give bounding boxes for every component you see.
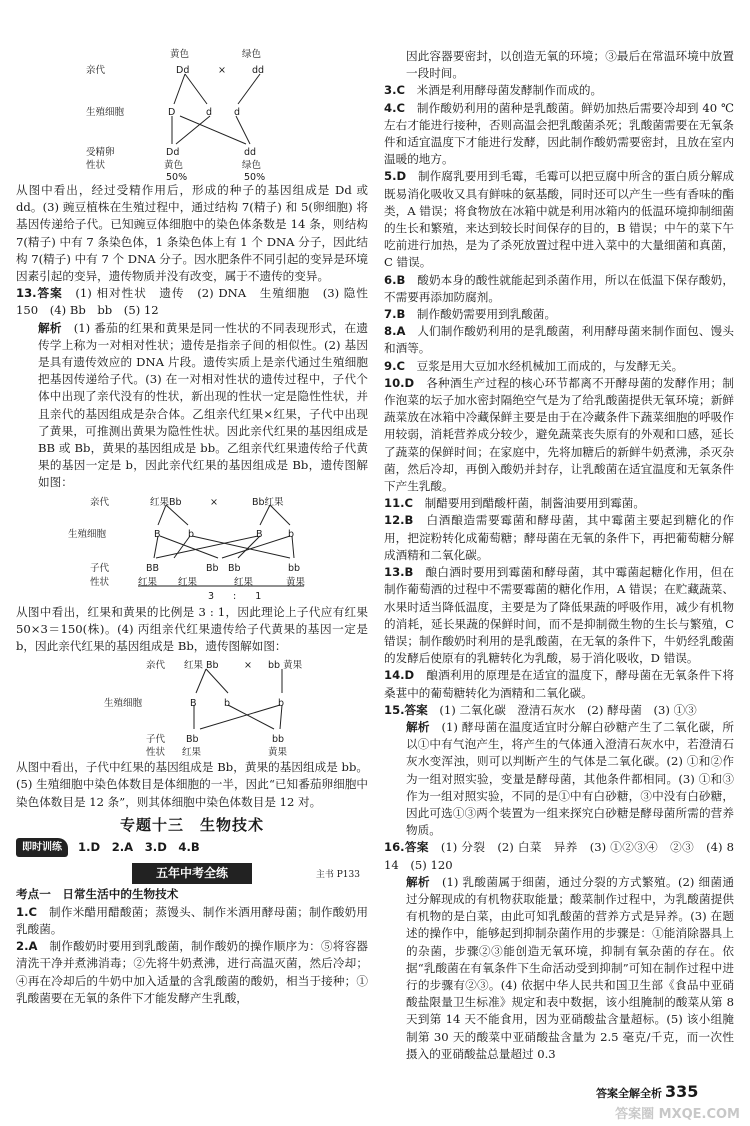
right-column: [384, 48, 746, 1063]
question-number: 5.D: [384, 169, 407, 184]
question-number: 10.D: [384, 375, 415, 390]
zygote-2: dd: [244, 147, 257, 158]
cross-symbol: ×: [210, 496, 218, 508]
trait-1: 红果: [138, 576, 158, 588]
zygote-1: Dd: [166, 147, 180, 158]
question-number: 7.B: [384, 307, 406, 322]
drill-row: [16, 838, 368, 857]
trait-3: 红果: [234, 576, 254, 588]
explanation-15: [384, 719, 734, 839]
label-offspring: 子代: [146, 734, 166, 746]
trait-2: 红果: [178, 576, 198, 588]
answer-9: [384, 358, 734, 375]
question-number: 1.C: [16, 904, 37, 919]
answer-text: (1) 分裂 (2) 白菜 异养 (3) ①②③④ ②③ (4) 8 14 (5) 120: [384, 840, 746, 872]
explanation-text: (1) 乳酸菌属于细菌，通过分裂的方式繁殖。(2) 细菌通过分解现成的有机物获取能量；酸菜制作过程中，为乳酸菌提供有机物的是白菜，由此可知乳酸菌的营养方式是异养。(3) 在题述的操作中，能够起到抑制杂菌作用的步骤是：①能消除器具上的杂菌，步骤②③能创造无氧环境，抑制有氧杂菌的存在。依据“乳酸菌在有氧条件下生命活动受到抑制”可知在制作过程中进行的步骤有②③。(4) 依据中华人民共和国卫生部《食品中亚硝酸盐限量卫生标准》规定和表中数据，该小组腌制的酸菜从第 8 天到第 14 天不能食用，因为亚硝酸盐含量超标。(5) 该小组腌制第 30 天的酸菜中亚硝酸盐含量为 2.5 毫克/千克，而一次性摄入的亚硝酸盐总量超过 0.3: [406, 874, 734, 1061]
question-number: 15.: [384, 702, 405, 717]
label-zygote: 受精卵: [86, 147, 115, 158]
answer-text: 制作酸奶利用的菌种是乳酸菌。鲜奶加热后需要冷却到 40 ℃左右才能进行接种，否则高温会把乳酸菌杀死；乳酸菌需要在无氧条件和适宜温度下才能进行发酵，因此制作酸奶需要密封，且放在室内温暖的地方。: [384, 100, 734, 167]
paragraph: 从图中看出，子代中红果的基因组成是 Bb，黄果的基因组成是 bb。(5) 生殖细胞中染色体数目是体细胞的一半，因此“已知番茄卵细胞中染色体数目是 12 条”，则其体细胞中染色体数目是 12 对。: [16, 760, 368, 809]
parent-genotype-1: 红果 Bb: [184, 660, 219, 672]
answer-13b: [384, 564, 734, 667]
parent-genotype-2: dd: [252, 65, 265, 76]
parent-genotype-2: bb 黄果: [268, 660, 303, 672]
question-number: 3.C: [384, 83, 405, 98]
answer-text: 米酒是利用酵母菌发酵制作而成的。: [416, 83, 603, 98]
question-number: 16.: [384, 840, 405, 855]
page-footer: [596, 1082, 698, 1101]
watermark-logo: 答案圈 MXQE.COM: [615, 1107, 740, 1122]
question-number: 6.B: [384, 272, 406, 287]
answer-tag: 答案: [404, 702, 428, 717]
label-parent: 亲代: [90, 496, 110, 508]
footer-label: 答案全解全析: [596, 1087, 662, 1100]
question-number: 4.C: [384, 100, 405, 115]
question-number: 13.B: [384, 565, 414, 580]
gamete-3: d: [234, 107, 241, 118]
label-green: 绿色: [242, 49, 262, 60]
label-germ-cell: 生殖细胞: [68, 528, 107, 540]
cross-symbol: ×: [244, 660, 252, 672]
question-number: 13.: [16, 286, 37, 301]
answer-13: [16, 285, 380, 319]
label-germ-cell: 生殖细胞: [104, 698, 143, 710]
label-yellow: 黄色: [170, 49, 190, 60]
answer-text: 制作酸奶需要用到乳酸菌。: [416, 307, 557, 322]
answer-tag: 答案: [404, 840, 429, 855]
gamete-2: d: [206, 107, 213, 118]
trait-2: 绿色: [242, 160, 262, 171]
question-number: 2.A: [16, 939, 38, 954]
section-title: 专题十三 生物技术: [119, 815, 264, 834]
paragraph: 从图中看出，红果和黄果的比例是 3 : 1，因此理论上子代应有红果 50×3＝150(株)。(4) 丙组亲代红果遗传给子代黄果的基因一定是 b，因此亲代红果的基因组成是 Bb，遗传图解如图：: [16, 604, 368, 654]
parent-genotype-1: Dd: [176, 65, 190, 76]
ratio-1: 50%: [166, 172, 188, 183]
question-number: 8.A: [384, 324, 406, 339]
parent-genotype-2: Bb红果: [252, 496, 284, 508]
question-number: 12.B: [384, 513, 414, 528]
answer-text: 酿白酒时要用到霉菌和酵母菌，其中霉菌起糖化作用，但在制作葡萄酒的过程中不需要霉菌的糖化作用，A 错误；在贮藏蔬菜、水果时适当降低温度，主要是为了降低果蔬的呼吸作用，减少有机物的消耗，延长果蔬的保鲜时间，而不是抑制微生物的生长与繁殖，C 错误；制作酸奶时利用的是乳酸菌，在无氧的条件下，牛奶经乳酸菌的发酵后使原有的乳糖转化为乳酸，易于消化吸收，D 错误。: [384, 565, 734, 666]
label-trait: 性状: [90, 576, 110, 588]
answer-15: [384, 702, 734, 719]
answer-16: [384, 839, 746, 873]
answer-1: [16, 904, 368, 938]
paragraph: 因此容器要密封，以创造无氧的环境；③最后在常温环境中放置一段时间。: [406, 49, 734, 81]
five-year-header: [16, 863, 368, 884]
offspring-1: Bb: [186, 734, 199, 746]
answer-12: [384, 512, 734, 564]
answer-3: [384, 82, 734, 99]
answer-7: [384, 306, 734, 323]
parent-genotype-1: 红果Bb: [150, 496, 182, 508]
five-year-banner: 五年中考全练: [132, 863, 252, 884]
answer-text: (1) 二氧化碳 澄清石灰水 (2) 酵母菌 (3) ①③: [439, 702, 697, 717]
gamete-1: B: [154, 528, 161, 540]
offspring-1: BB: [146, 562, 160, 574]
trait-4: 黄果: [286, 576, 306, 588]
explanation-tag: 解析: [406, 874, 430, 889]
answer-text: 人们制作酸奶利用的是乳酸菌，利用酵母菌来制作面包、馒头和酒等。: [384, 324, 734, 356]
gamete-4: b: [288, 528, 295, 540]
paragraph: 从图中看出，经过受精作用后，形成的种子的基因组成是 Dd 或 dd。(3) 豌豆植株在生殖过程中，通过结构 7(精子) 和 5(卵细胞) 将基因传递给子代。已知豌豆体细胞中的染色体条数是 14 条，则结构 7(精子) 中有 7 条染色体，1 条染色体上有 1 个 DNA 分子，因此结构 7(精子) 中有 7 个 DNA 分子。因水肥条件不同引起的变异是环境因素引起的变异，遗传物质并没有改变，属于不遗传的变异。: [16, 183, 368, 284]
answer-text: 酸奶本身的酸性就能起到杀菌作用，所以在低温下保存酸奶，不需要再添加防腐剂。: [384, 272, 734, 304]
answer-text: 酿酒利用的原理是在适宜的温度下，酵母菌在无氧条件下将桑葚中的葡萄糖转化为酒精和二氧化碳。: [384, 668, 734, 700]
label-parent: 亲代: [86, 65, 106, 76]
main-book-ref: 主书 P133: [315, 870, 360, 881]
gamete-1: D: [168, 107, 176, 118]
answer-8: [384, 323, 734, 357]
answer-text: 豆浆是用大豆加水经机械加工而成的，与发酵无关。: [416, 358, 684, 373]
answer-14: [384, 667, 734, 701]
explanation-text: (1) 酵母菌在温度适宜时分解白砂糖产生了二氧化碳，所以①中有气泡产生，将产生的气体通入澄清石灰水中，若澄清石灰水变浑浊，则可以判断产生的气体是二氧化碳。(2) ①和②作为一组对照实验，变量是酵母菌，其他条件都相同。(3) ①和③作为一组对照实验，不同的是①中有白砂糖，③中没有白砂糖，因此可选①③两个装置为一组来探究白砂糖是酵母菌所需的营养物质。: [406, 719, 734, 838]
answer-6: [384, 272, 734, 306]
topic-heading: 考点一 日常生活中的生物技术: [16, 887, 179, 902]
answer-text: 制醋要用到醋酸杆菌，制酱油要用到霉菌。: [424, 496, 645, 511]
answer-text: 白酒酿造需要霉菌和酵母菌，其中霉菌主要起到糖化的作用，把淀粉转化成葡萄糖；酵母菌在无氧的条件下，再把葡萄糖分解成酒精和二氧化碳。: [384, 513, 734, 562]
gamete-2: b: [188, 528, 195, 540]
answer-tag: 答案: [36, 286, 63, 301]
ratio-2: 50%: [244, 172, 266, 183]
page-number: 335: [665, 1082, 699, 1101]
label-germ-cell: 生殖细胞: [86, 107, 125, 118]
explanation-13: [16, 320, 368, 492]
label-offspring: 子代: [90, 562, 110, 574]
explanation-text: (1) 番茄的红果和黄果是同一性状的不同表现形式，在遗传学上称为一对相对性状；遗传是指亲子间的相似性。(2) 基因是具有遗传效应的 DNA 片段。遗传实质上是亲代通过生殖细胞把基因传递给子代。(3) 在一对相对性状的遗传过程中，子代个体中出现了亲代没有的性状，新出现的性状一定是隐性性状，并且亲代的基因组成是杂合体。乙组亲代红果×红果，子代中出现了黄果，可推测出黄果为隐性性状。因此亲代红果的基因组成是 BB 或 Bb，黄果的基因组成是 bb。乙组亲代红果遗传给子代黄果的基因一定是 b，因此亲代红果的基因组成是 Bb，遗传图解如图：: [38, 320, 368, 490]
answer-5: [384, 168, 734, 271]
gamete-3: B: [256, 528, 263, 540]
answer-text: 制作腐乳要用到毛霉，毛霉可以把豆腐中所含的蛋白质分解成既易消化吸收又具有鲜味的氨基酸，同时还可以产生一些有香味的酯类，A 错误；将食物放在冰箱中就是利用冰箱内的低温环境抑制细菌的生长和繁殖，来达到较长时间保存的目的，B 错误；中午的菜下午吃前进行加热，是为了杀死放置过程中进入菜中的大量细菌和真菌，C 错误。: [384, 169, 734, 270]
offspring-2: Bb: [206, 562, 219, 574]
label-trait: 性状: [86, 160, 106, 171]
trait-1: 红果: [182, 747, 202, 759]
drill-answers: 1.D 2.A 3.D 4.B: [78, 840, 200, 855]
answer-11: [384, 495, 734, 512]
gamete-2: b: [224, 698, 231, 710]
ratio: 3 : 1: [208, 590, 262, 602]
answer-10: [384, 375, 734, 495]
answer-text: 制作酸奶时要用到乳酸菌，制作酸奶的操作顺序为：⑤将容器清洗干净并煮沸消毒；②先将牛奶煮沸，进行高温灭菌，然后冷却；④再在冷却后的牛奶中加入适量的含乳酸菌的酸奶，相当于接种；①乳酸菌要在无氧的条件下才能发酵产生乳酸，: [16, 939, 368, 1005]
offspring-2: bb: [272, 734, 285, 746]
answer-text: 各种酒生产过程的核心环节都离不开酵母菌的发酵作用；制作泡菜的坛子加水密封隔绝空气是为了给乳酸菌提供无氧环境；新鲜蔬菜放在冰箱中冷藏保鲜主要是由于在冷藏条件下蔬菜细胞的呼吸作用较弱，消耗营养成分较少，避免蔬菜丧失原有的外观和口感，延长了蔬菜的保鲜时间；在家庭中，先将加糖后的新鲜牛奶煮沸，杀灭杂菌，然后冷却，再倒入酸奶并封存，让乳酸菌在适宜温度和无氧条件下产生乳酸。: [384, 375, 734, 494]
answer-text: 制作米醋用醋酸菌；蒸馒头、制作米酒用酵母菌；制作酸奶用乳酸菌。: [16, 904, 368, 936]
explanation-tag: 解析: [406, 719, 430, 734]
question-number: 9.C: [384, 358, 405, 373]
label-trait: 性状: [146, 747, 166, 759]
offspring-4: bb: [288, 562, 301, 574]
question-number: 11.C: [384, 496, 414, 511]
explanation-16: [384, 874, 734, 1063]
label-parent: 亲代: [146, 660, 166, 672]
genetic-diagram-tomato-1: [42, 492, 342, 604]
question-number: 14.D: [384, 668, 415, 683]
trait-1: 黄色: [164, 160, 184, 171]
gamete-3: b: [278, 698, 285, 710]
genetic-diagram-pea: [72, 46, 312, 182]
answer-4: [384, 100, 734, 169]
offspring-3: Bb: [228, 562, 241, 574]
answer-text: (1) 相对性状 遗传 (2) DNA 生殖细胞 (3) 隐性 150 (4) Bb bb (5) 12: [16, 286, 380, 318]
genetic-diagram-tomato-2: [42, 655, 342, 759]
cross-symbol: ×: [218, 65, 226, 76]
drill-badge: 即时训练: [16, 838, 68, 857]
trait-2: 黄果: [268, 747, 288, 759]
gamete-1: B: [190, 698, 197, 710]
explanation-tag: 解析: [38, 320, 62, 335]
left-column: [16, 46, 380, 1007]
answer-2: [16, 938, 368, 1007]
